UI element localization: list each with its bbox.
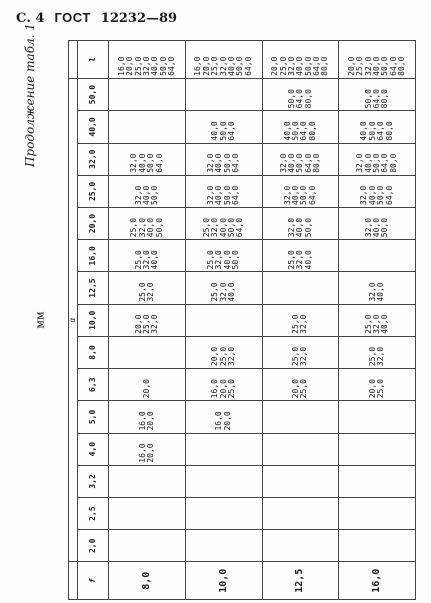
page-header (16, 10, 187, 26)
cell-value: 64,0 (371, 89, 381, 109)
cell-value: 32,0 (146, 282, 156, 302)
table-cell (339, 369, 416, 401)
table-cell (186, 240, 263, 272)
l-value: 25,0 (133, 56, 143, 76)
table-cell (186, 208, 263, 240)
table-cell (109, 175, 186, 207)
cell-value: 32,0 (210, 217, 220, 238)
standard-number: 12232—89 (100, 11, 178, 26)
cell-value: 40,0 (380, 314, 390, 334)
l-value: 50,0 (235, 56, 245, 76)
cell-value: 50,0 (299, 185, 309, 205)
cell-value: 50,0 (286, 89, 296, 109)
cell-value: 64,0 (299, 121, 309, 141)
cell-value: 25,0 (376, 379, 386, 399)
l-value: 32,0 (142, 56, 152, 76)
l-value: 25,0 (355, 56, 365, 76)
cell-value: 64,0 (231, 185, 241, 205)
table-row (339, 41, 416, 600)
cell-value: 32,0 (129, 153, 139, 173)
table-cell (262, 272, 339, 304)
cell-value: 16,0 (214, 411, 224, 431)
alpha-column-header: 12,5 (78, 272, 109, 304)
cell-value: 40,0 (218, 217, 228, 238)
table-cell (339, 401, 416, 433)
l-cell (109, 41, 186, 79)
table-cell (262, 497, 339, 529)
page-number: С. 4 (16, 11, 45, 26)
table-cell (109, 272, 186, 304)
cell-value: 40,0 (210, 121, 220, 141)
alpha-column-header: 16,0 (78, 240, 109, 272)
table-cell (109, 208, 186, 240)
table-cell (262, 401, 339, 433)
table-cell (262, 208, 339, 240)
table-cell (339, 175, 416, 207)
table-cell (109, 401, 186, 433)
table-cell (262, 530, 339, 562)
cell-value: 50,0 (231, 250, 241, 270)
table-cell (109, 111, 186, 143)
cell-value: 50,0 (222, 185, 232, 205)
l-value: 20,0 (270, 56, 280, 76)
table-cell (262, 78, 339, 111)
cell-value: 50,0 (363, 89, 373, 109)
cell-value: 25,0 (137, 282, 147, 302)
cell-value: 40,0 (137, 153, 147, 173)
cell-value: 32,0 (363, 217, 373, 238)
table-cell (262, 369, 339, 401)
cell-value: 80,0 (307, 121, 317, 141)
alpha-column-header: 50,0 (78, 78, 109, 111)
l-value: 20,0 (346, 56, 356, 76)
cell-value: 32,0 (299, 314, 309, 334)
cell-value: 32,0 (150, 314, 160, 334)
l-value: 40,0 (227, 56, 237, 76)
f-value: 12,5 (262, 562, 339, 600)
cell-value: 20,0 (367, 379, 377, 399)
l-value: 16,0 (193, 56, 203, 76)
l-value: 80,0 (397, 56, 407, 76)
cell-value: 20,0 (291, 379, 301, 399)
table-cell (262, 240, 339, 272)
table-cell (262, 433, 339, 465)
table-row (262, 41, 339, 600)
cell-value: 40,0 (291, 185, 301, 205)
alpha-column-header: 20,0 (78, 208, 109, 240)
table-cell (339, 304, 416, 336)
cell-value: 25,0 (363, 314, 373, 334)
table-cell (262, 111, 339, 143)
table-cell (186, 272, 263, 304)
cell-value: 80,0 (388, 153, 398, 173)
l-value: 32,0 (286, 56, 296, 76)
standard-label: ГОСТ (54, 10, 91, 25)
alpha-header: α (69, 78, 78, 562)
cell-value: 20,0 (133, 314, 143, 334)
table-cell (186, 401, 263, 433)
l-value: 64,0 (167, 56, 177, 76)
cell-value: 32,0 (355, 153, 365, 173)
table-cell (109, 433, 186, 465)
cell-value: 80,0 (303, 89, 313, 109)
alpha-column-header: 10,0 (78, 304, 109, 336)
cell-value: 64,0 (307, 185, 317, 205)
table-cell (339, 78, 416, 111)
l-value: 40,0 (371, 56, 381, 76)
cell-value: 16,0 (137, 443, 147, 463)
cell-value: 25,0 (286, 250, 296, 270)
table-cell (262, 336, 339, 368)
cell-value: 20,0 (218, 379, 228, 399)
cell-value: 50,0 (380, 217, 390, 238)
table-continuation-caption: Продолжение табл. 1 (23, 23, 37, 167)
cell-value: 64,0 (227, 121, 237, 141)
table-cell (262, 304, 339, 336)
alpha-column-header: 25,0 (78, 175, 109, 207)
cell-value: 32,0 (227, 346, 237, 367)
cell-value: 25,0 (142, 314, 152, 334)
l-value: 50,0 (380, 56, 390, 76)
table-cell (186, 369, 263, 401)
cell-value: 64,0 (295, 89, 305, 109)
alpha-column-header: 2,5 (78, 497, 109, 529)
table-cell (339, 465, 416, 497)
l-value: 20,0 (201, 56, 211, 76)
table-cell (186, 530, 263, 562)
cell-value: 64,0 (235, 217, 245, 238)
cell-value: 20,0 (142, 379, 152, 399)
cell-value: 32,0 (359, 185, 369, 205)
cell-value: 80,0 (384, 121, 394, 141)
cell-value: 40,0 (142, 185, 152, 205)
cell-value: 32,0 (218, 282, 228, 302)
cell-value: 40,0 (227, 282, 237, 302)
cell-value: 32,0 (206, 185, 216, 205)
alpha-blank (69, 562, 78, 600)
table-cell (339, 240, 416, 272)
table-cell (186, 465, 263, 497)
table-cell (339, 497, 416, 529)
cell-value: 32,0 (214, 250, 224, 270)
table-cell (109, 336, 186, 368)
table-row (109, 41, 186, 600)
cell-value: 32,0 (137, 217, 147, 238)
cell-value: 40,0 (303, 250, 313, 270)
alpha-column-header: 32,0 (78, 143, 109, 175)
cell-value: 40,0 (371, 217, 381, 238)
cell-value: 40,0 (282, 121, 292, 141)
cell-value: 50,0 (303, 217, 313, 238)
l-value: 50,0 (158, 56, 168, 76)
table-cell (339, 336, 416, 368)
l-value: 64,0 (243, 56, 253, 76)
alpha-header-row (69, 41, 78, 600)
table-cell (109, 240, 186, 272)
alpha-column-header: 3,2 (78, 465, 109, 497)
cell-value: 50,0 (222, 153, 232, 173)
cell-value: 50,0 (150, 185, 160, 205)
cell-value: 50,0 (371, 153, 381, 173)
cell-value: 20,0 (210, 346, 220, 367)
table-cell (262, 175, 339, 207)
cell-value: 50,0 (295, 153, 305, 173)
cell-value: 64,0 (380, 153, 390, 173)
cell-value: 32,0 (299, 346, 309, 367)
table-cell (339, 433, 416, 465)
cell-value: 25,0 (129, 217, 139, 238)
l-column-header: l (78, 41, 109, 79)
cell-value: 25,0 (218, 346, 228, 367)
cell-value: 32,0 (371, 314, 381, 334)
cell-value: 25,0 (201, 217, 211, 238)
cell-value: 40,0 (367, 185, 377, 205)
l-value: 50,0 (303, 56, 313, 76)
table-cell (109, 304, 186, 336)
unit-label: мм (33, 311, 47, 329)
column-header-row (78, 41, 109, 600)
cell-value: 40,0 (363, 153, 373, 173)
f-column-header: f (78, 562, 109, 600)
cell-value: 40,0 (359, 121, 369, 141)
table-cell (186, 336, 263, 368)
table-cell (339, 111, 416, 143)
cell-value: 40,0 (214, 185, 224, 205)
cell-value: 32,0 (376, 346, 386, 367)
l-cell (186, 41, 263, 79)
table-cell (186, 78, 263, 111)
table-cell (186, 111, 263, 143)
cell-value: 20,0 (146, 411, 156, 431)
cell-value: 50,0 (154, 217, 164, 238)
cell-value: 32,0 (367, 282, 377, 302)
cell-value: 25,0 (291, 346, 301, 367)
cell-value: 40,0 (214, 153, 224, 173)
table-cell (339, 143, 416, 175)
cell-value: 50,0 (218, 121, 228, 141)
cell-value: 40,0 (150, 250, 160, 270)
l-cell (262, 41, 339, 79)
cell-value: 50,0 (146, 153, 156, 173)
cell-value: 80,0 (312, 153, 322, 173)
cell-value: 32,0 (133, 185, 143, 205)
cell-value: 16,0 (137, 411, 147, 431)
table-cell (186, 433, 263, 465)
alpha-column-header: 2,0 (78, 530, 109, 562)
cell-value: 25,0 (133, 250, 143, 270)
f-value: 10,0 (186, 562, 263, 600)
cell-value: 50,0 (227, 217, 237, 238)
table-cell (262, 143, 339, 175)
alpha-blank-right (69, 41, 78, 79)
cell-value: 50,0 (291, 121, 301, 141)
cell-value: 32,0 (206, 153, 216, 173)
l-value: 25,0 (278, 56, 288, 76)
l-value: 40,0 (295, 56, 305, 76)
l-value: 64,0 (388, 56, 398, 76)
cell-value: 16,0 (210, 379, 220, 399)
table-cell (186, 143, 263, 175)
cell-value: 64,0 (154, 153, 164, 173)
table-cell (339, 272, 416, 304)
table-cell (109, 465, 186, 497)
l-value: 32,0 (218, 56, 228, 76)
cell-value: 25,0 (210, 282, 220, 302)
cell-value: 25,0 (299, 379, 309, 399)
table-cell (262, 465, 339, 497)
cell-value: 32,0 (295, 250, 305, 270)
l-value: 16,0 (116, 56, 126, 76)
cell-value: 20,0 (222, 411, 232, 431)
cell-value: 32,0 (282, 185, 292, 205)
cell-value: 80,0 (380, 89, 390, 109)
table-cell (186, 304, 263, 336)
table-row (186, 41, 263, 600)
cell-value: 20,0 (146, 443, 156, 463)
table-cell (339, 530, 416, 562)
l-value: 25,0 (210, 56, 220, 76)
table-cell (109, 530, 186, 562)
l-cell (339, 41, 416, 79)
table-cell (186, 497, 263, 529)
table-cell (109, 78, 186, 111)
cell-value: 50,0 (367, 121, 377, 141)
cell-value: 64,0 (231, 153, 241, 173)
cell-value: 32,0 (278, 153, 288, 173)
alpha-column-header: 5,0 (78, 401, 109, 433)
cell-value: 40,0 (376, 282, 386, 302)
cell-value: 25,0 (227, 379, 237, 399)
table-cell (109, 143, 186, 175)
cell-value: 25,0 (291, 314, 301, 334)
cell-value: 64,0 (384, 185, 394, 205)
cell-value: 40,0 (222, 250, 232, 270)
f-value: 16,0 (339, 562, 416, 600)
table-cell (109, 497, 186, 529)
dimension-table (68, 40, 416, 600)
alpha-column-header: 6,3 (78, 369, 109, 401)
cell-value: 40,0 (286, 153, 296, 173)
l-value: 40,0 (150, 56, 160, 76)
cell-value: 50,0 (376, 185, 386, 205)
cell-value: 25,0 (206, 250, 216, 270)
cell-value: 64,0 (376, 121, 386, 141)
f-value: 8,0 (109, 562, 186, 600)
table-cell (109, 369, 186, 401)
l-value: 80,0 (320, 56, 330, 76)
alpha-column-header: 40,0 (78, 111, 109, 143)
l-value: 64,0 (312, 56, 322, 76)
l-value: 20,0 (125, 56, 135, 76)
cell-value: 32,0 (286, 217, 296, 238)
l-value: 32,0 (363, 56, 373, 76)
cell-value: 64,0 (303, 153, 313, 173)
alpha-column-header: 4,0 (78, 433, 109, 465)
table-cell (339, 208, 416, 240)
cell-value: 40,0 (295, 217, 305, 238)
cell-value: 32,0 (142, 250, 152, 270)
table-cell (186, 175, 263, 207)
cell-value: 25,0 (367, 346, 377, 367)
alpha-column-header: 8,0 (78, 336, 109, 368)
cell-value: 40,0 (146, 217, 156, 238)
